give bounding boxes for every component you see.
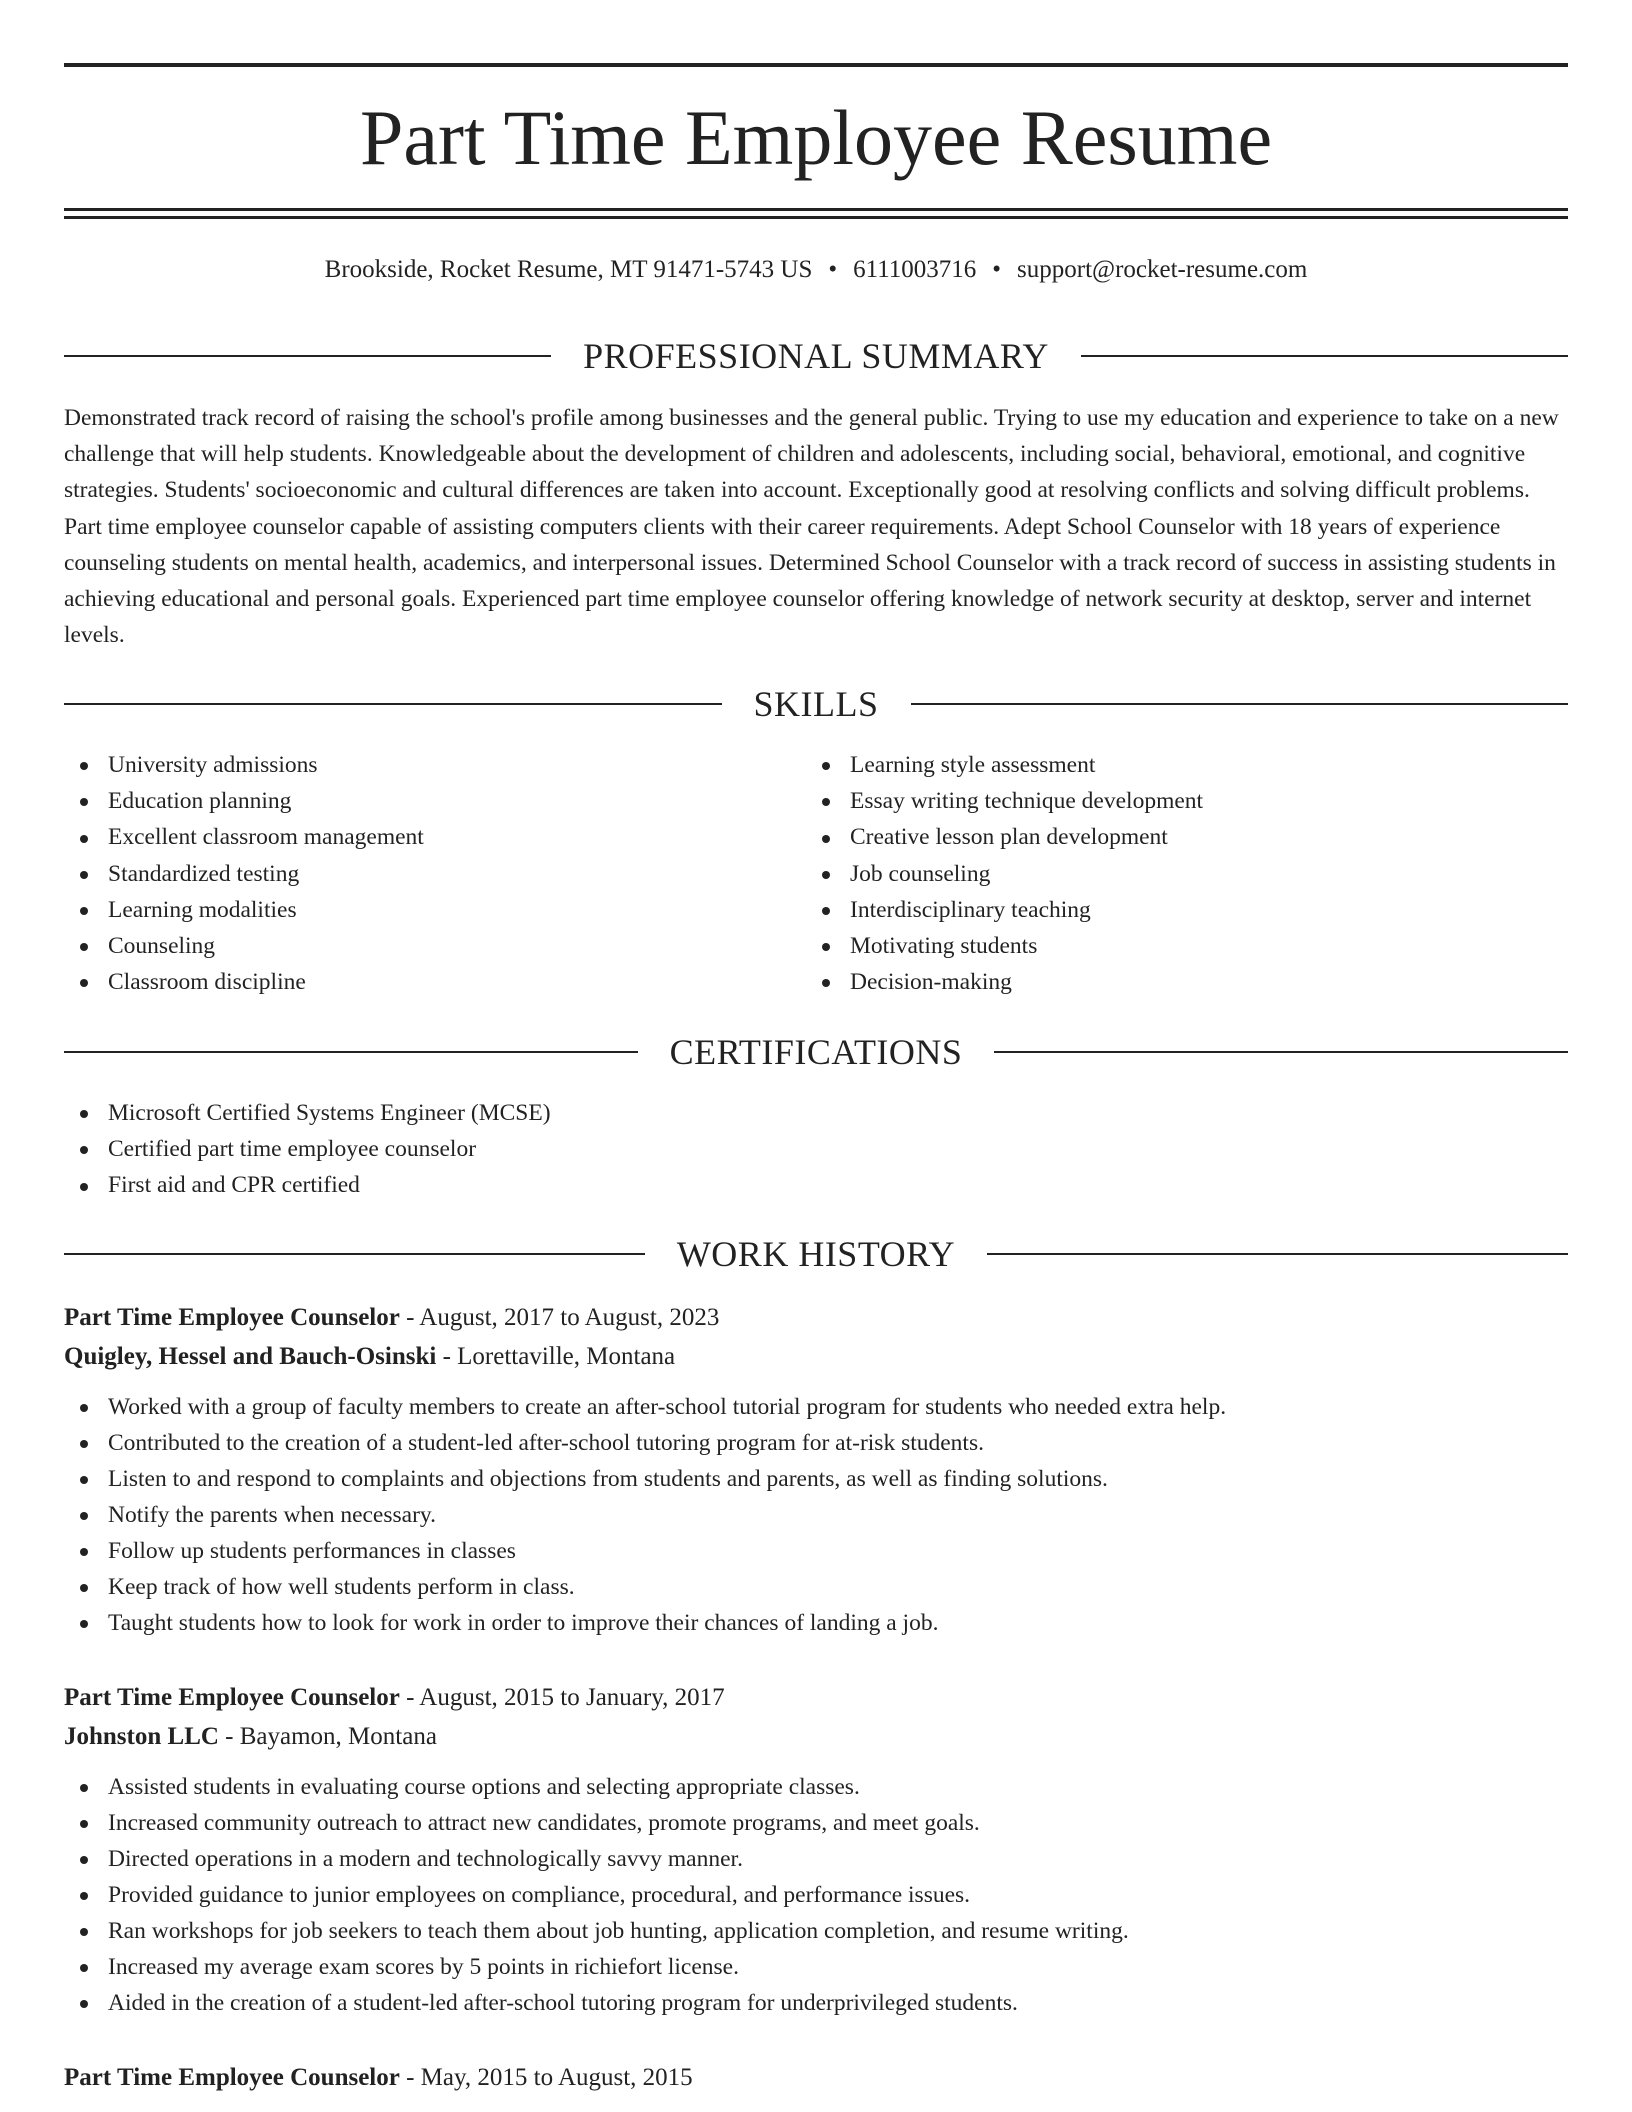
contact-email: support@rocket-resume.com [1017,256,1308,283]
section-heading-skills [64,682,1568,726]
job-dates: - May, 2015 to August, 2015 [399,2064,693,2091]
skill-item: Classroom discipline [64,964,424,1000]
section-heading-work-history [64,1232,1568,1276]
job-dates: - August, 2017 to August, 2023 [399,1304,720,1331]
job-bullets [64,1389,1568,1641]
heading-rule-right [1081,355,1568,357]
skill-item: Motivating students [806,928,1203,964]
heading-rule-right [987,1253,1568,1255]
job-bullet-item: Follow up students performances in classes [64,1533,1568,1569]
job-bullet-item: Notify the parents when necessary. [64,1497,1568,1533]
job-dates: - August, 2015 to January, 2017 [399,1684,725,1711]
job-bullet-item: Worked with a group of faculty members to create an after-school tutorial program for students who needed extra help. [64,1389,1568,1425]
job-bullet-item: Ran workshops for job seekers to teach them about job hunting, application completion, and resume writing. [64,1913,1568,1949]
skill-item: Excellent classroom management [64,819,424,855]
job-entry [64,2058,1568,2097]
certifications-list [64,1095,551,1204]
job-company-line [64,1717,1568,1756]
title-rule-lower [64,216,1568,219]
job-title-line [64,1678,1568,1717]
heading-rule-left [64,1253,645,1255]
skill-item: Education planning [64,783,424,819]
job-entry [64,1678,1568,2021]
job-bullet-item: Keep track of how well students perform in class. [64,1569,1568,1605]
resume-page [64,0,1568,2112]
job-title: Part Time Employee Counselor [64,1304,400,1331]
job-bullet-item: Directed operations in a modern and technologically savvy manner. [64,1841,1568,1877]
skill-item: Counseling [64,928,424,964]
job-entry [64,1298,1568,1641]
skill-item: Learning style assessment [806,747,1203,783]
resume-title: Part Time Employee Resume [359,94,1273,181]
contact-line [64,254,1568,286]
job-title-line [64,1298,1568,1337]
heading-rule-left [64,355,551,357]
skill-item: Job counseling [806,856,1203,892]
skill-item: Essay writing technique development [806,783,1203,819]
job-bullet-item: Increased my average exam scores by 5 points in richiefort license. [64,1949,1568,1985]
certification-item: Microsoft Certified Systems Engineer (MCSE) [64,1095,551,1131]
job-company-line [64,1337,1568,1376]
job-bullet-item: Taught students how to look for work in order to improve their chances of landing a job. [64,1605,1568,1641]
job-location: - Bayamon, Montana [218,1723,437,1750]
section-title: PROFESSIONAL SUMMARY [583,336,1049,376]
skills-list-right [806,747,1203,1000]
section-heading-summary [64,334,1568,378]
section-title: WORK HISTORY [676,1234,956,1274]
job-bullet-item: Listen to and respond to complaints and objections from students and parents, as well as finding solutions. [64,1461,1568,1497]
contact-phone: 6111003716 [853,256,977,283]
section-title: CERTIFICATIONS [669,1032,963,1072]
job-bullet-item: Assisted students in evaluating course options and selecting appropriate classes. [64,1769,1568,1805]
job-bullet-item: Contributed to the creation of a student-led after-school tutoring program for at-risk students. [64,1425,1568,1461]
job-bullet-item: Increased community outreach to attract new candidates, promote programs, and meet goals. [64,1805,1568,1841]
heading-rule-left [64,1051,638,1053]
top-rule [64,63,1568,67]
heading-rule-right [911,703,1569,705]
title-rule-upper [64,208,1568,211]
skills-list-left [64,747,424,1000]
certification-item: First aid and CPR certified [64,1167,551,1203]
skill-item: Decision-making [806,964,1203,1000]
contact-address: Brookside, Rocket Resume, MT 91471-5743 US [324,256,813,283]
job-bullets [64,1769,1568,2021]
job-title-line [64,2058,1568,2097]
job-company: Quigley, Hessel and Bauch-Osinski [64,1343,437,1370]
skill-item: Creative lesson plan development [806,819,1203,855]
job-title: Part Time Employee Counselor [64,1684,400,1711]
skill-item: Interdisciplinary teaching [806,892,1203,928]
job-bullet-item: Aided in the creation of a student-led after-school tutoring program for underprivileged students. [64,1985,1568,2021]
skill-item: Standardized testing [64,856,424,892]
skill-item: Learning modalities [64,892,424,928]
certification-item: Certified part time employee counselor [64,1131,551,1167]
contact-separator: • [828,256,838,283]
heading-rule-left [64,703,722,705]
skill-item: University admissions [64,747,424,783]
heading-rule-right [994,1051,1568,1053]
job-company: Johnston LLC [64,1723,219,1750]
job-bullet-item: Provided guidance to junior employees on compliance, procedural, and performance issues. [64,1877,1568,1913]
job-location: - Lorettaville, Montana [436,1343,676,1370]
job-title: Part Time Employee Counselor [64,2064,400,2091]
contact-separator: • [992,256,1002,283]
section-title: SKILLS [753,684,879,724]
summary-text: Demonstrated track record of raising the school's profile among businesses and the general public. Trying to use my education and experience to take on a new challenge that will help students. Knowledgeable about the development of children and adolescents, including social, behavioral, emotional, and cognitive strategies. Students' socioeconomic and cultural differences are taken into account. Exceptionally good at resolving conflicts and solving difficult problems. Part time employee counselor capable of assisting computers clients with their career requirements. Adept School Counselor with 18 years of experience counseling students on mental health, academics, and interpersonal issues. Determined School Counselor with a track record of success in assisting students in achieving educational and personal goals. Experienced part time employee counselor offering knowledge of network security at desktop, server and internet levels. [64,405,1559,649]
section-heading-certifications [64,1030,1568,1074]
